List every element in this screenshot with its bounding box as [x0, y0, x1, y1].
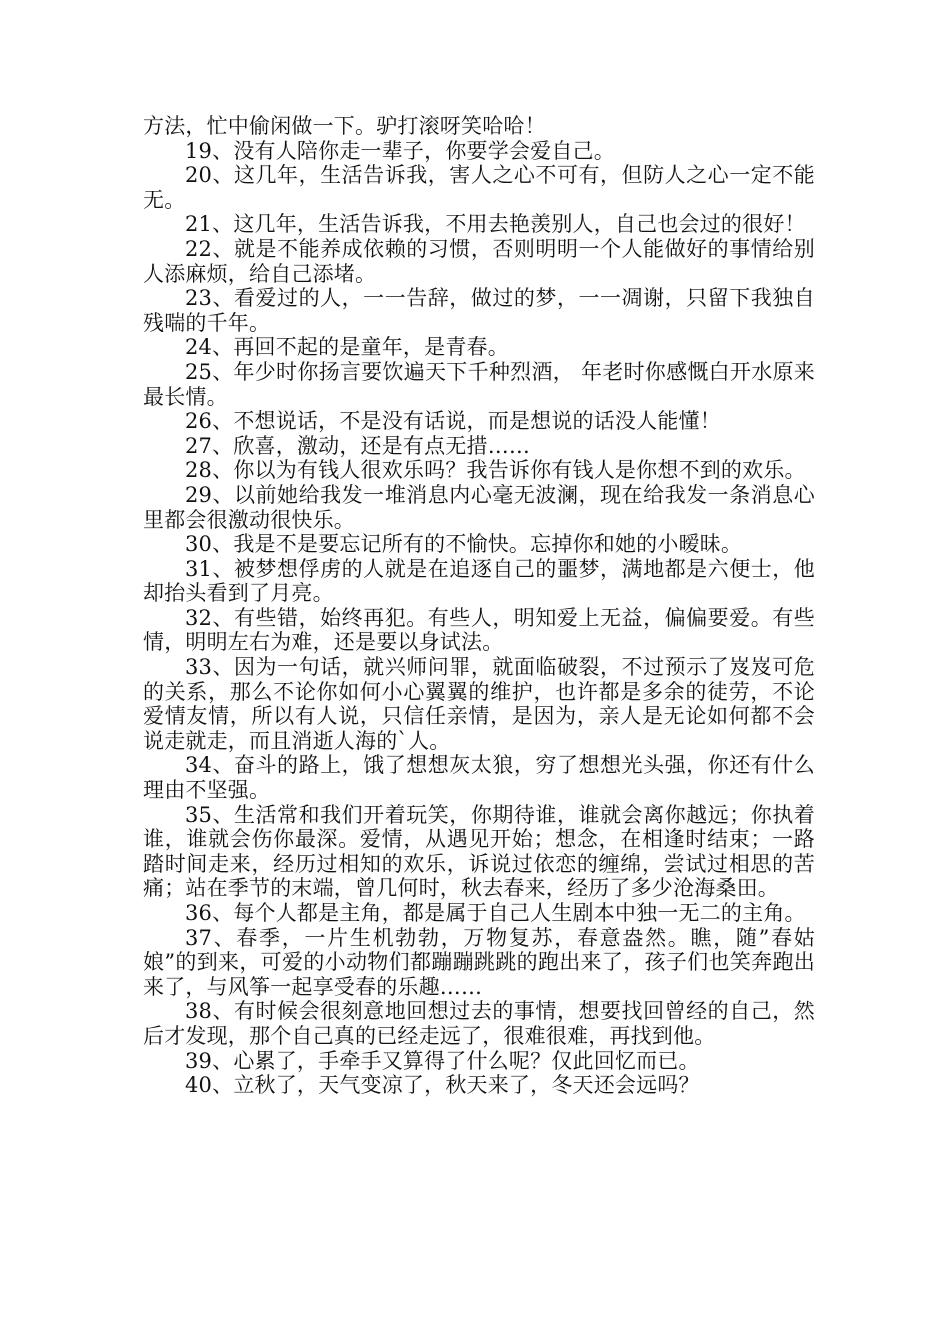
paragraph-32: 32、有些错，始终再犯。有些人，明知爱上无益，偏偏要爱。有些情，明明左右为难，还是要以身试法。	[143, 605, 815, 655]
paragraph-23: 23、看爱过的人，一一告辞，做过的梦，一一凋谢，只留下我独自残喘的千年。	[143, 286, 815, 335]
paragraph-continued: 方法，忙中偷闲做一下。驴打滚呀笑哈哈！	[143, 114, 546, 138]
paragraph-40: 40、立秋了，天气变凉了，秋天来了，冬天还会远吗？	[185, 1073, 700, 1098]
paragraph-29: 29、以前她给我发一堆消息内心毫无波澜，现在给我发一条消息心里都会很激动很快乐。	[143, 482, 815, 532]
paragraph-24: 24、再回不起的是童年，是青春。	[185, 335, 509, 360]
paragraph-31: 31、被梦想俘虏的人就是在追逐自己的噩梦，满地都是六便士，他却抬头看到了月亮。	[143, 556, 815, 606]
paragraph-28: 28、你以为有钱人很欢乐吗？我告诉你有钱人是你想不到的欢乐。	[185, 458, 806, 483]
paragraph-20: 20、这几年，生活告诉我，害人之心不可有，但防人之心一定不能无。	[143, 163, 815, 212]
paragraph-34: 34、奋斗的路上，饿了想想灰太狼，穷了想想光头强，你还有什么理由不坚强。	[143, 753, 815, 803]
paragraph-27: 27、欣喜，激动，还是有点无措……	[185, 433, 531, 458]
paragraph-35: 35、生活常和我们开着玩笑，你期待谁，谁就会离你越远；你执着谁，谁就会伤你最深。爱情，从遇见开始；想念，在相逢时结束；一路踏时间走来，经历过相知的欢乐，诉说过依恋的缠绵，尝试过相思的苦痛；站在季节的末端，曾几何时，秋去春来，经历了多少沧海桑田。	[143, 802, 815, 901]
paragraph-25: 25、年少时你扬言要饮遍天下千种烈酒， 年老时你感慨白开水原来最长情。	[143, 359, 815, 409]
paragraph-39: 39、心累了，手牵手又算得了什么呢？仅此回忆而已。	[185, 1048, 700, 1073]
paragraph-26: 26、不想说话，不是没有话说，而是想说的话没人能懂！	[185, 409, 721, 434]
document-page	[143, 114, 815, 1098]
paragraph-36: 36、每个人都是主角，都是属于自己人生剧本中独一无二的主角。	[185, 901, 806, 925]
paragraph-22: 22、就是不能养成依赖的习惯，否则明明一个人能做好的事情给别人添麻烦，给自己添堵。	[143, 236, 815, 286]
paragraph-21: 21、这几年，生活告诉我，不用去艳羡别人，自己也会过的很好！	[185, 212, 806, 237]
paragraph-30: 30、我是不是要忘记所有的不愉快。忘掉你和她的小暧昧。	[185, 532, 743, 557]
paragraph-19: 19、没有人陪你走一辈子，你要学会爱自己。	[185, 138, 615, 163]
paragraph-38: 38、有时候会很刻意地回想过去的事情，想要找回曾经的自己，然后才发现，那个自己真的已经走远了，很难很难，再找到他。	[143, 999, 815, 1048]
paragraph-33: 33、因为一句话，就兴师问罪，就面临破裂，不过预示了岌岌可危的关系，那么不论你如何小心翼翼的维护，也许都是多余的徒劳，不论爱情友情，所以有人说，只信任亲情，是因为，亲人是无论如何都不会说走就走，而且消逝人海的`人。	[143, 655, 815, 753]
paragraph-37: 37、春季，一片生机勃勃，万物复苏，春意盎然。瞧，随”春姑娘”的到来，可爱的小动物们都蹦蹦跳跳的跑出来了，孩子们也笑奔跑出来了，与风筝一起享受春的乐趣……	[143, 925, 815, 999]
